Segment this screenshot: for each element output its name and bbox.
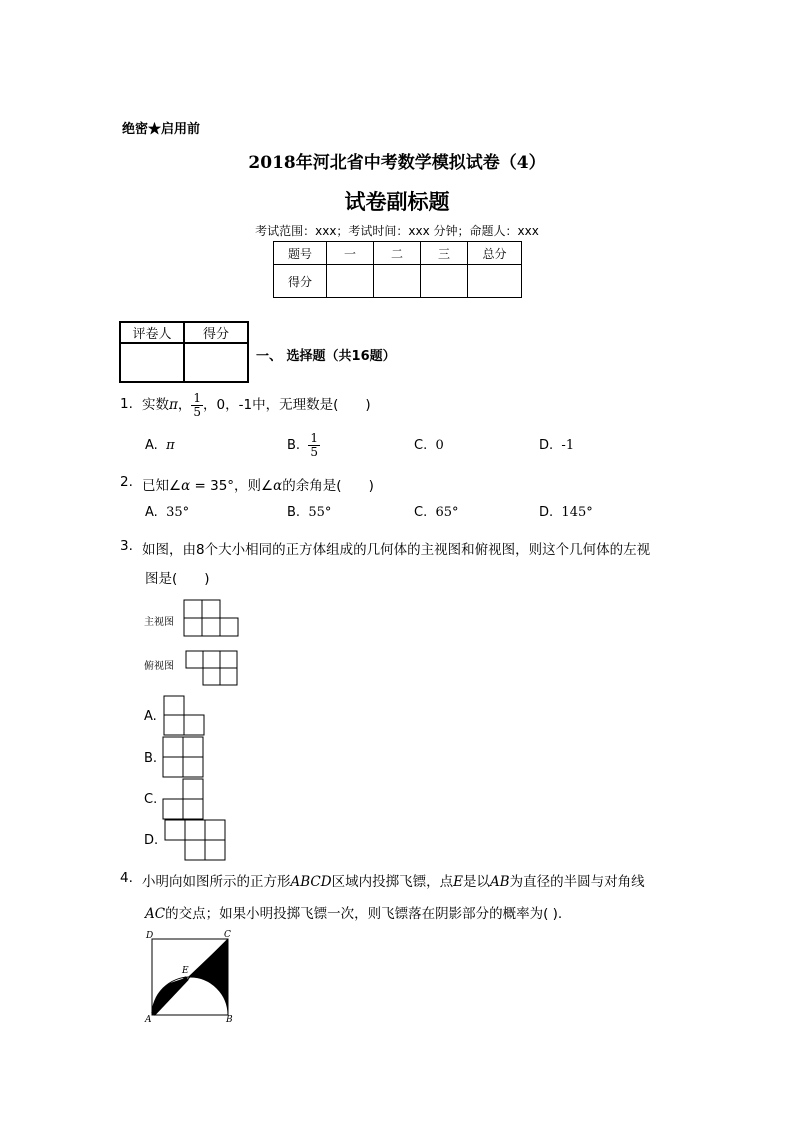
fraction-denominator: 5 <box>310 445 318 459</box>
option-value: 55° <box>308 505 332 520</box>
q3-option-a[interactable]: A. <box>144 709 157 724</box>
q2-text-a: 已知∠ <box>142 478 182 494</box>
q3-option-b[interactable]: B. <box>144 751 158 766</box>
option-value: -1 <box>561 438 575 453</box>
fraction-numerator: 1 <box>193 390 202 405</box>
score-header-cell: 总分 <box>468 242 522 265</box>
secret-mark: 绝密★启用前 <box>122 122 201 137</box>
fraction-denominator: 5 <box>193 404 202 419</box>
section-title: 一、 选择题（共16题） <box>256 349 396 364</box>
pi-symbol: π <box>169 397 178 413</box>
option-value: 65° <box>435 505 459 520</box>
option-value: 145° <box>561 505 593 520</box>
grader-header-cell: 评卷人 <box>120 322 184 343</box>
option-value: π <box>166 438 175 453</box>
option-label: A. <box>145 505 158 520</box>
q4-text-b: 区域内投掷飞镖，点 <box>331 874 454 890</box>
question-3-line-2: 图是( ) <box>145 571 210 587</box>
exam-title: 2018年河北省中考数学模拟试卷（4） <box>248 153 546 173</box>
grader-header-cell: 得分 <box>184 322 248 343</box>
exam-info: 考试范围：xxx；考试时间：xxx 分钟；命题人：xxx <box>255 224 539 238</box>
option-label: B. <box>287 505 301 520</box>
q4-text-line-2: 的交点；如果小明投掷飞镖一次，则飞镖落在阴影部分的概率为( ). <box>165 906 563 922</box>
score-row-label: 得分 <box>274 265 327 298</box>
option-label: D. <box>539 505 554 520</box>
option-label: C. <box>414 438 428 453</box>
option-label: B. <box>287 438 301 453</box>
q3-option-d[interactable]: D. <box>144 833 159 848</box>
question-1-number: 1. <box>120 396 133 412</box>
q2-text-c: 的余角是( ) <box>282 478 374 494</box>
score-header-cell: 三 <box>421 242 468 265</box>
label-b: B <box>226 1015 233 1025</box>
q1-text-b: ，0，-1中，无理数是( ) <box>203 397 371 413</box>
option-label: D. <box>539 438 554 453</box>
exam-subtitle: 试卷副标题 <box>344 190 450 214</box>
option-label: A. <box>145 438 158 453</box>
alpha-symbol: α <box>273 478 283 494</box>
q4-text-a: 小明向如图所示的正方形 <box>142 874 291 890</box>
score-header-cell: 题号 <box>274 242 327 265</box>
q4-var-ab: AB <box>489 874 510 890</box>
q4-text-c: 是以 <box>462 874 490 890</box>
q4-text-d: 为直径的半圆与对角线 <box>509 874 645 890</box>
q1-text-a: 实数 <box>142 397 169 413</box>
q4-var-ac: AC <box>145 906 166 922</box>
option-value: 0 <box>435 438 444 453</box>
question-2-number: 2. <box>120 474 133 490</box>
label-e: E <box>182 966 189 976</box>
label-a: A <box>145 1015 152 1025</box>
score-header-cell: 二 <box>374 242 421 265</box>
front-view-label: 主视图 <box>144 617 174 628</box>
q1-sep: ， <box>177 397 192 413</box>
question-3-line-1: 如图，由8个大小相同的正方体组成的几何体的主视图和俯视图，则这个几何体的左视 <box>142 542 651 558</box>
q3-option-c[interactable]: C. <box>144 792 158 807</box>
q4-var-abcd: ABCD <box>290 874 332 890</box>
score-header-cell: 一 <box>327 242 374 265</box>
question-4-number: 4. <box>120 870 133 886</box>
label-d: D <box>146 931 154 941</box>
option-value: 35° <box>166 505 190 520</box>
fraction-numerator: 1 <box>310 431 318 445</box>
alpha-symbol: α <box>181 478 191 494</box>
q2-text-b: = 35°，则∠ <box>190 478 274 494</box>
label-c: C <box>224 930 231 940</box>
q4-var-e: E <box>453 874 463 890</box>
question-3-number: 3. <box>120 538 133 554</box>
option-label: C. <box>414 505 428 520</box>
top-view-label: 俯视图 <box>144 661 174 672</box>
